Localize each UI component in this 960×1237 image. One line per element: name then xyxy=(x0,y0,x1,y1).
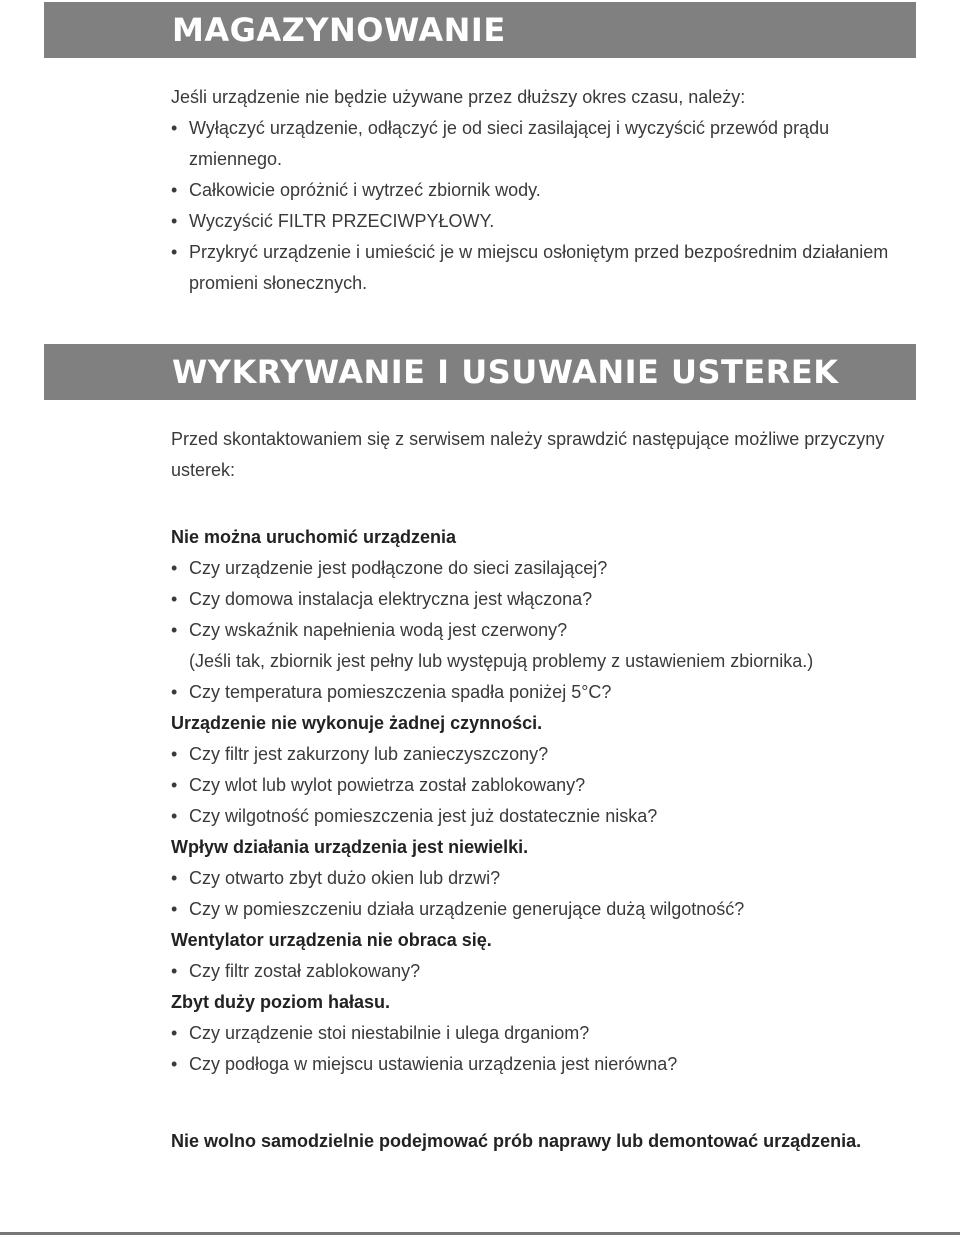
storage-intro: Jeśli urządzenie nie będzie używane przez dłuższy okres czasu, należy: xyxy=(171,87,746,107)
bullet-icon: • xyxy=(171,868,178,888)
group-heading: Zbyt duży poziom hałasu. xyxy=(171,992,391,1012)
group-heading: Wpływ działania urządzenia jest niewielki. xyxy=(171,837,529,857)
group-heading: Urządzenie nie wykonuje żadnej czynności. xyxy=(171,713,543,733)
list-item: • Czy wlot lub wylot powietrza został zablokowany? xyxy=(171,770,911,801)
troubleshooting-list xyxy=(171,863,911,925)
section-banner-storage xyxy=(44,2,916,58)
bullet-icon: • xyxy=(171,589,178,609)
bullet-icon: • xyxy=(171,899,178,919)
list-item: • Wyczyścić FILTR PRZECIWPYŁOWY. xyxy=(171,206,911,237)
list-item: • Czy wilgotność pomieszczenia jest już dostatecznie niska? xyxy=(171,801,911,832)
list-item: • Czy filtr został zablokowany? xyxy=(171,956,911,987)
bullet-icon: • xyxy=(171,118,178,138)
repair-warning: Nie wolno samodzielnie podejmować prób naprawy lub demontować urządzenia. xyxy=(171,1131,862,1151)
bullet-icon: • xyxy=(171,744,178,764)
bullet-icon: • xyxy=(171,961,178,981)
bullet-icon: • xyxy=(171,558,178,578)
bullet-icon: • xyxy=(171,211,178,231)
list-item: • Czy podłoga w miejscu ustawienia urządzenia jest nierówna? xyxy=(171,1049,911,1080)
list-item: • Czy w pomieszczeniu działa urządzenie generujące dużą wilgotność? xyxy=(171,894,911,925)
bullet-icon: • xyxy=(171,682,178,702)
footer-divider xyxy=(0,1232,960,1235)
list-item: • Czy wskaźnik napełnienia wodą jest czerwony? (Jeśli tak, zbiornik jest pełny lub występują problemy z ustawieniem zbiornika.) xyxy=(171,615,911,677)
bullet-icon: • xyxy=(171,242,178,262)
list-item-note: (Jeśli tak, zbiornik jest pełny lub występują problemy z ustawieniem zbiornika.) xyxy=(189,651,814,671)
troubleshooting-list xyxy=(171,739,911,832)
troubleshooting-intro: Przed skontaktowaniem się z serwisem należy sprawdzić następujące możliwe przyczyny usterek: xyxy=(171,429,885,480)
bullet-icon: • xyxy=(171,806,178,826)
troubleshooting-list xyxy=(171,1018,911,1080)
bullet-icon: • xyxy=(171,1023,178,1043)
storage-list xyxy=(171,113,911,299)
section-banner-troubleshooting xyxy=(44,344,916,400)
troubleshooting-section xyxy=(171,424,911,1157)
list-item: • Czy domowa instalacja elektryczna jest włączona? xyxy=(171,584,911,615)
section-title-storage: MAGAZYNOWANIE xyxy=(172,11,506,49)
troubleshooting-list xyxy=(171,553,911,708)
list-item: • Całkowicie opróżnić i wytrzeć zbiornik wody. xyxy=(171,175,911,206)
list-item: • Czy filtr jest zakurzony lub zanieczyszczony? xyxy=(171,739,911,770)
list-item: • Czy urządzenie jest podłączone do sieci zasilającej? xyxy=(171,553,911,584)
list-item: • Czy urządzenie stoi niestabilnie i ulega drganiom? xyxy=(171,1018,911,1049)
bullet-icon: • xyxy=(171,775,178,795)
group-heading: Wentylator urządzenia nie obraca się. xyxy=(171,930,492,950)
bullet-icon: • xyxy=(171,1054,178,1074)
list-item: • Wyłączyć urządzenie, odłączyć je od sieci zasilającej i wyczyścić przewód prądu zmiennego. xyxy=(171,113,911,175)
group-heading: Nie można uruchomić urządzenia xyxy=(171,527,457,547)
bullet-icon: • xyxy=(171,180,178,200)
list-item: • Czy otwarto zbyt dużo okien lub drzwi? xyxy=(171,863,911,894)
troubleshooting-list xyxy=(171,956,911,987)
bullet-icon: • xyxy=(171,620,178,640)
section-title-troubleshooting: WYKRYWANIE I USUWANIE USTEREK xyxy=(172,353,839,391)
list-item: • Przykryć urządzenie i umieścić je w miejscu osłoniętym przed bezpośrednim działaniem promieni słonecznych. xyxy=(171,237,911,299)
list-item: • Czy temperatura pomieszczenia spadła poniżej 5°C? xyxy=(171,677,911,708)
storage-section xyxy=(171,82,911,299)
